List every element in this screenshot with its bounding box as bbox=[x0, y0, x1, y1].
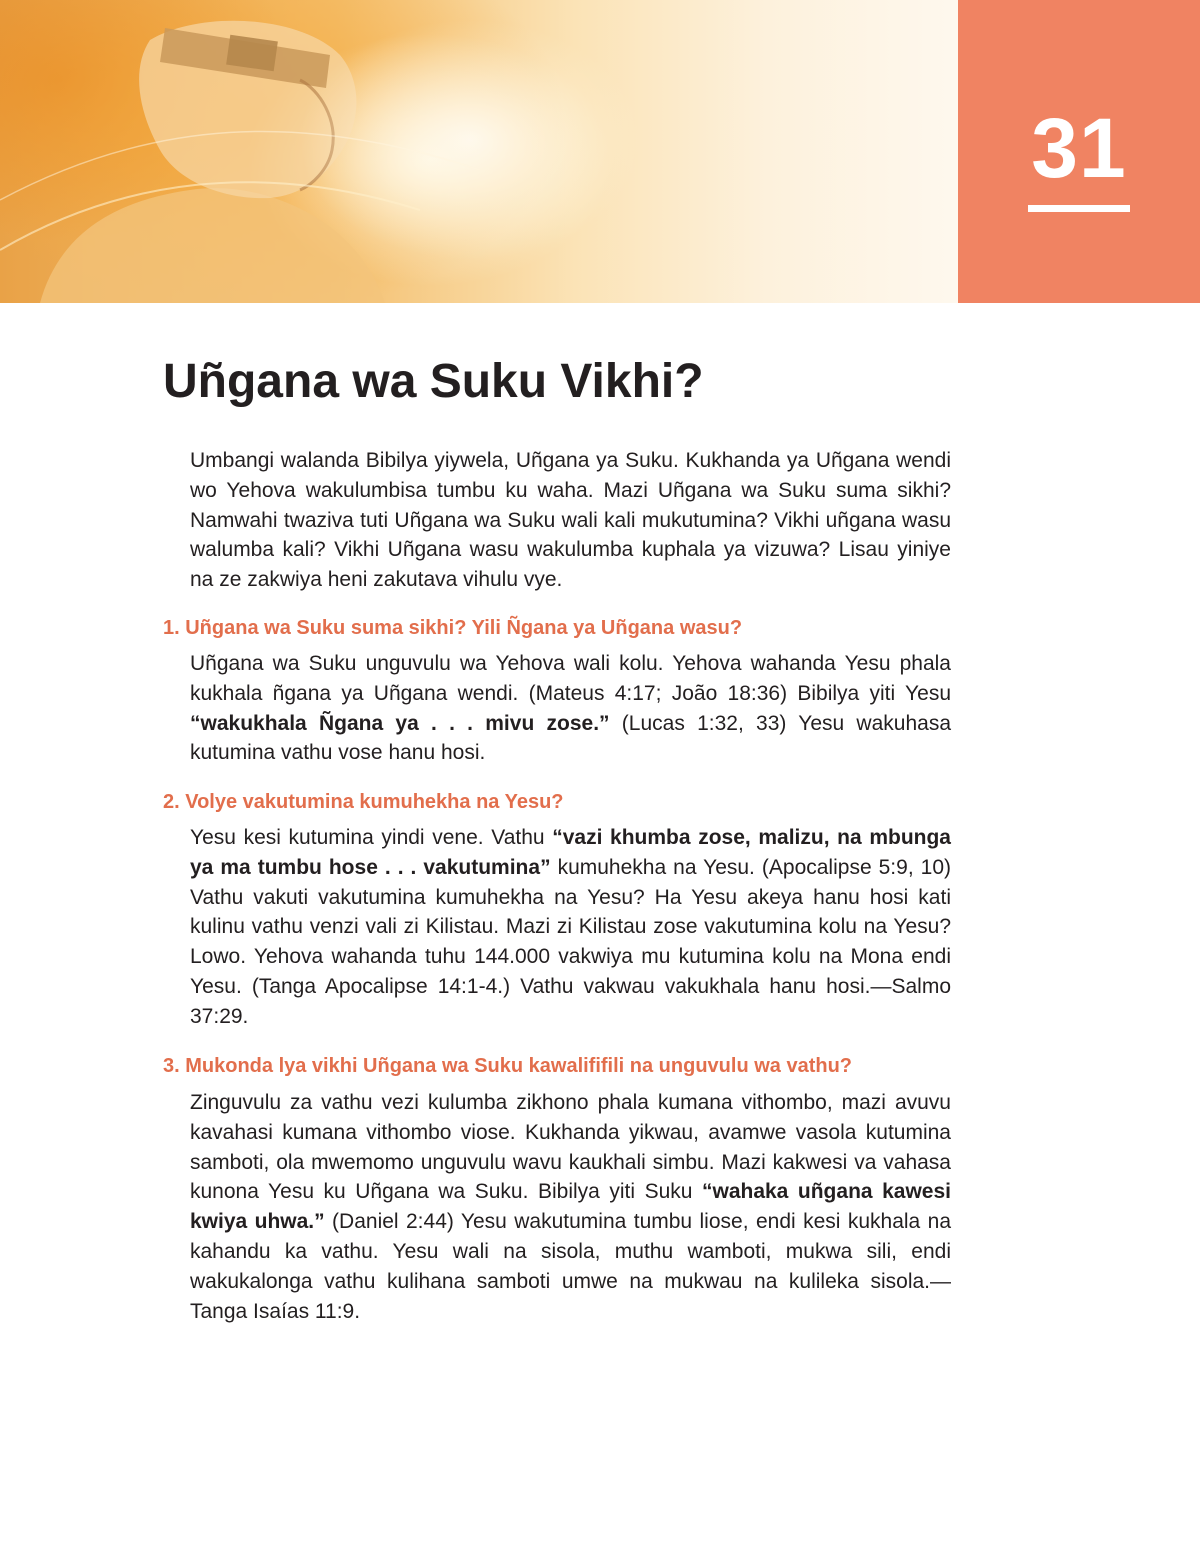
answer-text: Zinguvulu za vathu vezi kulumba zikhono phala kumana vithombo, mazi avuvu kavahasi kumana vithombo viose. Kukhanda yikwau, avamwe vasola kutumina samboti, ola mwemomo unguvulu wavu kaukhali simbu. Mazi kakwesi va vahasa kunona Yesu ku Uñgana wa Suku. Bibilya yiti Suku bbox=[190, 1091, 951, 1204]
answer-text: (Lucas 1:32, 33) Yesu wakuhasa kutumina vathu vose hanu hosi. bbox=[190, 711, 951, 765]
answer-paragraph-1 bbox=[190, 649, 951, 768]
intro-paragraph: Umbangi walanda Bibilya yiywela, Uñgana ya Suku. Kukhanda ya Uñgana wendi wo Yehova wakulumbisa tumbu ku waha. Mazi Uñgana wa Suku suma sikhi? Namwahi twaziva tuti Uñgana wa Suku wali kali mukutumina? Vikhi uñgana wasu walumba kali? Vikhi Uñgana wasu wakulumba kuphala ya vizuwa? Lisau yiniye na ze zakwiya heni zakutava vihulu vye. bbox=[190, 449, 951, 592]
page-title: Uñgana wa Suku Vikhi? bbox=[163, 355, 704, 408]
chapter-number-underline bbox=[1028, 205, 1130, 212]
hero-illustration bbox=[0, 0, 958, 303]
scripture-quote: “wahaka uñgana kawesi kwiya uhwa.” bbox=[190, 1180, 951, 1234]
answer-text: kumuhekha na Yesu. (Apocalipse 5:9, 10) Vathu vakuti vakutumina kumuhekha na Yesu? Ha Yesu akeya hanu hosi kati kulinu vathu venzi vali zi Kilistau. Mazi zi Kilistau zose vakutumina kolu na Yesu? Lowo. Yehova wahanda tuhu 144.000 vakwiya mu kutumina kolu na Mona endi Yesu. (Tanga Apocalipse 14:1-4.) Vathu vakwau vakukhala hanu hosi.—Salmo 37:29. bbox=[190, 855, 951, 1028]
answer-text: Yesu kesi kutumina yindi vene. Vathu bbox=[190, 826, 553, 849]
scripture-quote: “wakukhala Ñgana ya . . . mivu zose.” bbox=[190, 711, 610, 735]
scripture-quote: “vazi khumba zose, malizu, na mbunga ya ma tumbu hose . . . vakutumina” bbox=[190, 826, 951, 879]
answer-paragraph-2 bbox=[190, 823, 951, 1032]
question-heading-1: 1. Uñgana wa Suku suma sikhi? Yili Ñgana ya Uñgana wasu? bbox=[163, 617, 743, 639]
chapter-number: 31 bbox=[1031, 101, 1127, 195]
chapter-badge bbox=[958, 0, 1200, 303]
king-figure-illustration bbox=[0, 0, 958, 303]
question-heading-3: 3. Mukonda lya vikhi Uñgana wa Suku kawalififili na unguvulu wa vathu? bbox=[163, 1055, 853, 1077]
answer-paragraph-3 bbox=[190, 1088, 951, 1326]
answer-text: Uñgana wa Suku unguvulu wa Yehova wali kolu. Yehova wahanda Yesu phala kukhala ñgana ya Uñgana wendi. (Mateus 4:17; João 18:36) Bibilya yiti Yesu bbox=[190, 652, 951, 705]
question-heading-2: 2. Volye vakutumina kumuhekha na Yesu? bbox=[163, 791, 564, 813]
answer-text: (Daniel 2:44) Yesu wakutumina tumbu liose, endi kesi kukhala na kahandu ka vathu. Yesu wali na sisola, muthu wamboti, mukwa sili, endi wakukalonga vathu kulihana samboti umwe na mukwau na kulileka sisola.—Tanga Isaías 11:9. bbox=[190, 1210, 952, 1323]
